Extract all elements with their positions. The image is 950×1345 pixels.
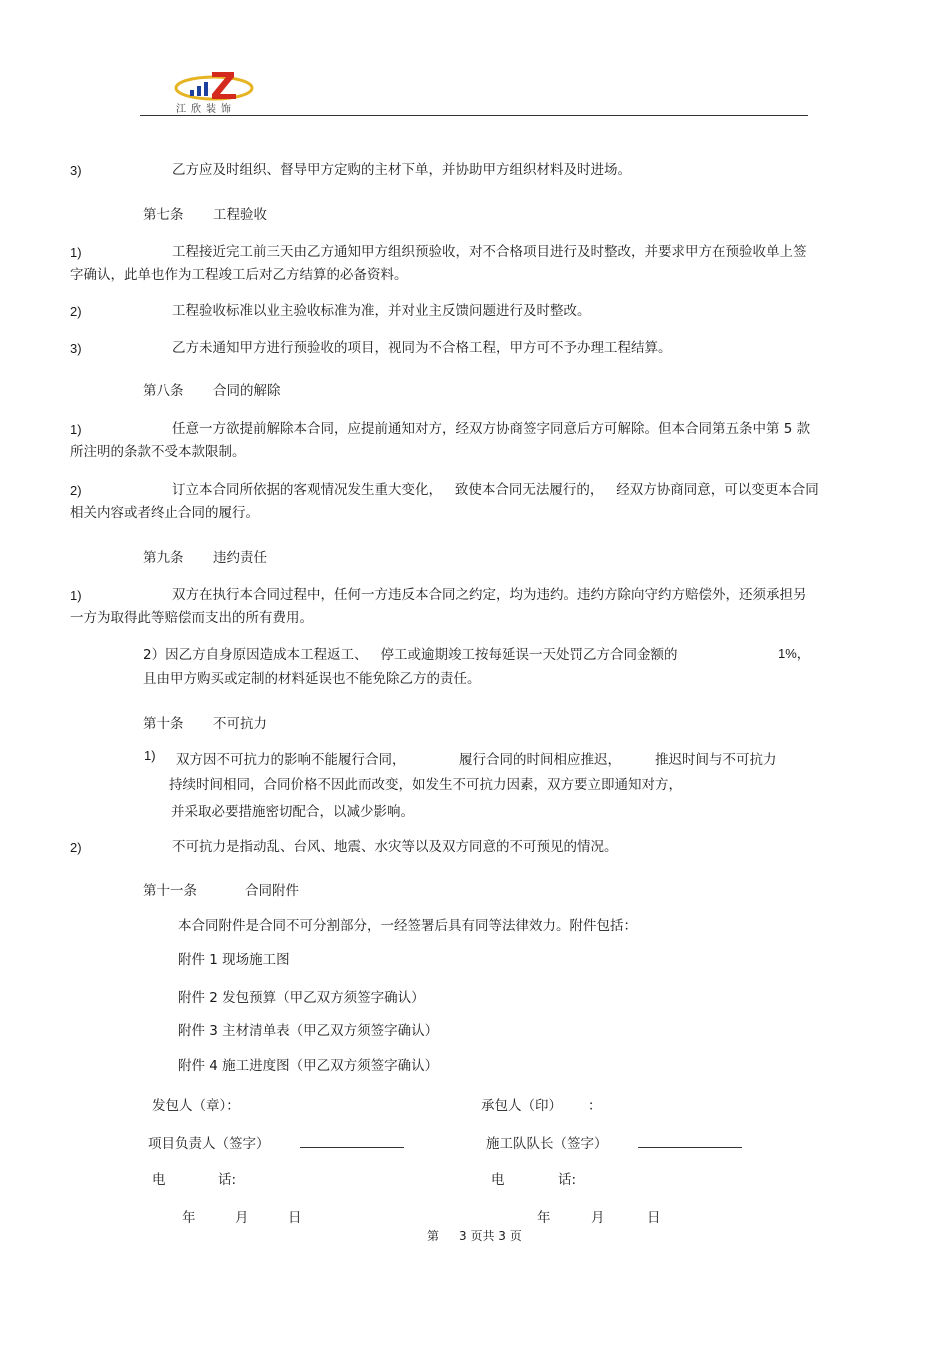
clause-number: 第八条	[143, 383, 184, 399]
clause10-item1-line3: 并采取必要措施密切配合，以减少影响。	[171, 804, 414, 820]
contractor-seal-colon: ：	[588, 1098, 602, 1114]
clause8-item1	[70, 418, 874, 464]
item-text: 不可抗力是指动乱、台风、地震、水灾等以及双方同意的不可预见的情况。	[172, 839, 618, 855]
item-text-cont: 所注明的条款不受本款限制。	[70, 444, 246, 460]
clause8-heading	[143, 379, 281, 399]
employer-phone-a: 电	[152, 1172, 166, 1188]
clause9-heading	[143, 546, 267, 566]
item-text: 工程接近完工前三天由乙方通知甲方组织预验收，对不合格项目进行及时整改，并要求甲方在预验收单上签	[172, 244, 807, 260]
item-text: 双方在执行本合同过程中，任何一方违反本合同之约定，均为违约。违约方除向守约方赔偿外，还须承担另	[172, 587, 807, 603]
item-number: 3)	[70, 341, 82, 356]
page-number-prefix: 第	[427, 1229, 440, 1243]
item-text: 任意一方欲提前解除本合同，应提前通知对方，经双方协商签字同意后方可解除。但本合同第五条中第 5 款	[172, 421, 811, 437]
clause7-item2	[70, 300, 874, 323]
clause-title: 合同的解除	[213, 383, 281, 399]
team-leader-text: 施工队队长（签字）	[486, 1136, 608, 1152]
item-text-cont: 字确认，此单也作为工程竣工后对乙方结算的必备资料。	[70, 267, 408, 283]
clause10-heading	[143, 712, 267, 732]
employer-phone-b: 话:	[218, 1172, 237, 1188]
clause-number: 第九条	[143, 550, 184, 566]
team-leader-label	[486, 1132, 742, 1152]
item-number: 1)	[70, 588, 82, 603]
clause10-item1-part1: 双方因不可抗力的影响不能履行合同，	[176, 752, 406, 768]
contractor-phone-a: 电	[491, 1172, 505, 1188]
item-number: 1)	[70, 245, 82, 260]
item-number: 1)	[70, 422, 82, 437]
clause-number: 第十一条	[143, 883, 197, 899]
employer-date-year: 年	[182, 1210, 196, 1226]
item-text-cont: 相关内容或者终止合同的履行。	[70, 505, 259, 521]
clause8-item2	[70, 479, 874, 525]
clause-title: 工程验收	[213, 207, 267, 223]
clause9-item1	[70, 584, 874, 630]
clause10-item1-line2: 持续时间相同，合同价格不因此而改变，如发生不可抗力因素，双方要立即通知对方，	[169, 777, 682, 793]
item-number: 2)	[70, 840, 82, 855]
clause11-intro: 本合同附件是合同不可分割部分，一经签署后具有同等法律效力。附件包括：	[178, 918, 637, 934]
clause-title: 合同附件	[245, 883, 299, 899]
header-divider	[140, 115, 808, 116]
clause-title: 违约责任	[213, 550, 267, 566]
clause-title: 不可抗力	[213, 716, 267, 732]
clause10-item2	[70, 836, 874, 859]
project-manager-text: 项目负责人（签字）	[148, 1136, 270, 1152]
contractor-seal-label: 承包人（印）	[481, 1098, 562, 1114]
logo-text: 江欣装饰	[176, 104, 236, 115]
employer-date-month: 月	[235, 1210, 249, 1226]
item-number: 2)	[70, 483, 82, 498]
attachment-item: 附件 1 现场施工图	[178, 952, 290, 968]
item-text: 工程验收标准以业主验收标准为准，并对业主反馈问题进行及时整改。	[172, 303, 591, 319]
clause7-item1	[70, 241, 874, 287]
clause-number: 第十条	[143, 716, 184, 732]
item-text: 乙方未通知甲方进行预验收的项目，视同为不合格工程，甲方可不予办理工程结算。	[172, 340, 672, 356]
employer-seal-label: 发包人（章）：	[152, 1098, 240, 1114]
attachment-item: 附件 2 发包预算（甲乙双方须签字确认）	[178, 990, 425, 1006]
item-text: 乙方应及时组织、督导甲方定购的主材下单，并协助甲方组织材料及时进场。	[172, 162, 631, 178]
clause10-item1-part2: 履行合同的时间相应推迟，	[459, 752, 621, 768]
attachment-item: 附件 3 主材清单表（甲乙双方须签字确认）	[178, 1023, 439, 1039]
item-text-cont: 一方为取得此等赔偿而支出的所有费用。	[70, 610, 313, 626]
item-number: 3)	[70, 163, 82, 178]
contractor-date-day: 日	[647, 1210, 661, 1226]
clause7-item3	[70, 337, 874, 360]
clause9-item2-line2: 且由甲方购买或定制的材料延误也不能免除乙方的责任。	[143, 671, 481, 687]
project-manager-label	[148, 1132, 404, 1152]
clause6-item3	[70, 159, 874, 182]
signature-line	[638, 1135, 742, 1148]
employer-date-day: 日	[288, 1210, 302, 1226]
clause9-item2-line1	[143, 643, 677, 663]
contractor-date-year: 年	[537, 1210, 551, 1226]
clause10-item1-part3: 推迟时间与不可抗力	[655, 752, 777, 768]
clause11-heading	[143, 879, 299, 899]
clause-number: 第七条	[143, 207, 184, 223]
attachment-item: 附件 4 施工进度图（甲乙双方须签字确认）	[178, 1058, 439, 1074]
item-text: 订立本合同所依据的客观情况发生重大变化， 致使本合同无法履行的， 经双方协商同意，可以变更本合同	[172, 482, 819, 498]
item-number: 2)	[70, 304, 82, 319]
item-text: 2）因乙方自身原因造成本工程返工、 停工或逾期竣工按每延误一天处罚乙方合同金额的	[143, 647, 678, 663]
contractor-date-month: 月	[591, 1210, 605, 1226]
page-number: 3 页共 3 页	[459, 1229, 522, 1243]
penalty-rate: 1%，	[778, 646, 810, 661]
contractor-phone-b: 话:	[558, 1172, 577, 1188]
clause7-heading	[143, 203, 267, 223]
signature-line	[300, 1135, 404, 1148]
clause10-item1-number: 1)	[144, 748, 156, 763]
